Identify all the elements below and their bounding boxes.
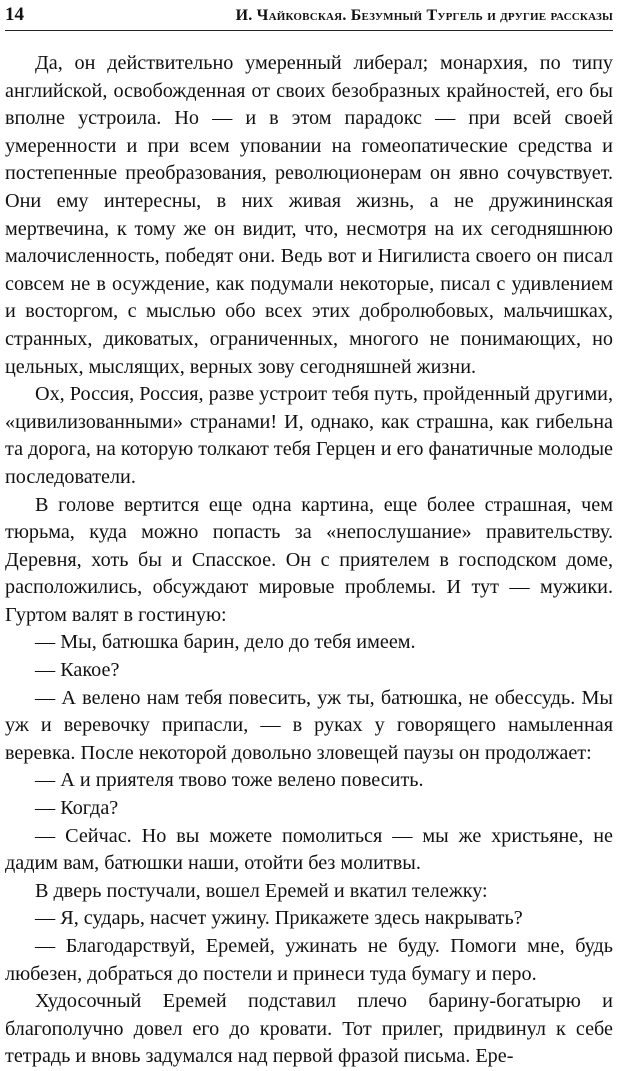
paragraph: Ох, Россия, Россия, разве устроит тебя путь, пройденный другими, «цивилизованными» странами! И, однако, как страшна, как гибельна та дорога, на которую толкают тебя Герцен и его фанатичные молодые последователи. xyxy=(5,383,613,488)
dialogue-line: — Сейчас. Но вы можете помолиться — мы же христьяне, не дадим вам, батюшки наши, отойти без молитвы. xyxy=(5,824,613,875)
paragraph: В голове вертится еще одна картина, еще более страшная, чем тюрьма, куда можно попасть за «непослушание» правительству. Деревня, хоть бы и Спасское. Он с приятелем в господском доме, расположились, обсуждают мировые проблемы. И тут — мужики. Гуртом валят в гостиную: xyxy=(5,493,613,626)
dialogue-line: — Я, сударь, насчет ужину. Прикажете здесь накрывать? xyxy=(35,907,523,930)
dialogue-line: — Какое? xyxy=(35,659,120,682)
dialogue-line: — Благодарствуй, Еремей, ужинать не буду. Помоги мне, будь любезен, добраться до постели и принеси туда бумагу и перо. xyxy=(5,935,613,985)
dialogue-line: — А и приятеля твово тоже велено повесить. xyxy=(35,769,424,792)
dialogue-line: — Мы, батюшка барин, дело до тебя имеем. xyxy=(35,631,416,654)
page-header xyxy=(5,4,613,28)
header-divider xyxy=(5,30,613,31)
page-number: 14 xyxy=(5,4,24,25)
page-body-text xyxy=(5,50,613,1071)
paragraph: Худосочный Еремей подставил плечо барину-богатырю и благополучно довел его до кровати. Тот прилег, придвинул к себе тетрадь и вновь задумался над первой фразой письма. Ере- xyxy=(5,990,613,1068)
dialogue-line: — А велено нам тебя повесить, уж ты, батюшка, не обессудь. Мы уж и веревочку припасли, — в руках у говорящего намыленная веревка. После некоторой довольно зловещей паузы он продолжает: xyxy=(5,686,613,764)
running-title: И. Чайковская. Безумный Тургель и другие рассказы xyxy=(235,7,613,24)
dialogue-line: — Когда? xyxy=(35,797,119,820)
paragraph: Да, он действительно умеренный либерал; монархия, по типу английской, освобожденная от своих безобразных крайностей, его бы вполне устроила. Но — и в этом парадокс — при всей своей умеренности и при всем уповании на гомеопатические средства и постепенные преобразования, революционерам он явно сочувствует. Они ему интересны, в них живая жизнь, а не дружининская мертвечина, к тому же он видит, что, несмотря на их сегодняшнюю малочисленность, победят они. Ведь вот и Нигилиста своего он писал совсем не в осуждение, как подумали некоторые, писал с удивлением и восторгом, с мыслью обо всех этих добролюбовых, мальчишках, странных, диковатых, ограниченных, многого не понимающих, но цельных, мыслящих, верных зову сегодняшней жизни. xyxy=(5,52,613,378)
paragraph: В дверь постучали, вошел Еремей и вкатил тележку: xyxy=(35,879,488,902)
